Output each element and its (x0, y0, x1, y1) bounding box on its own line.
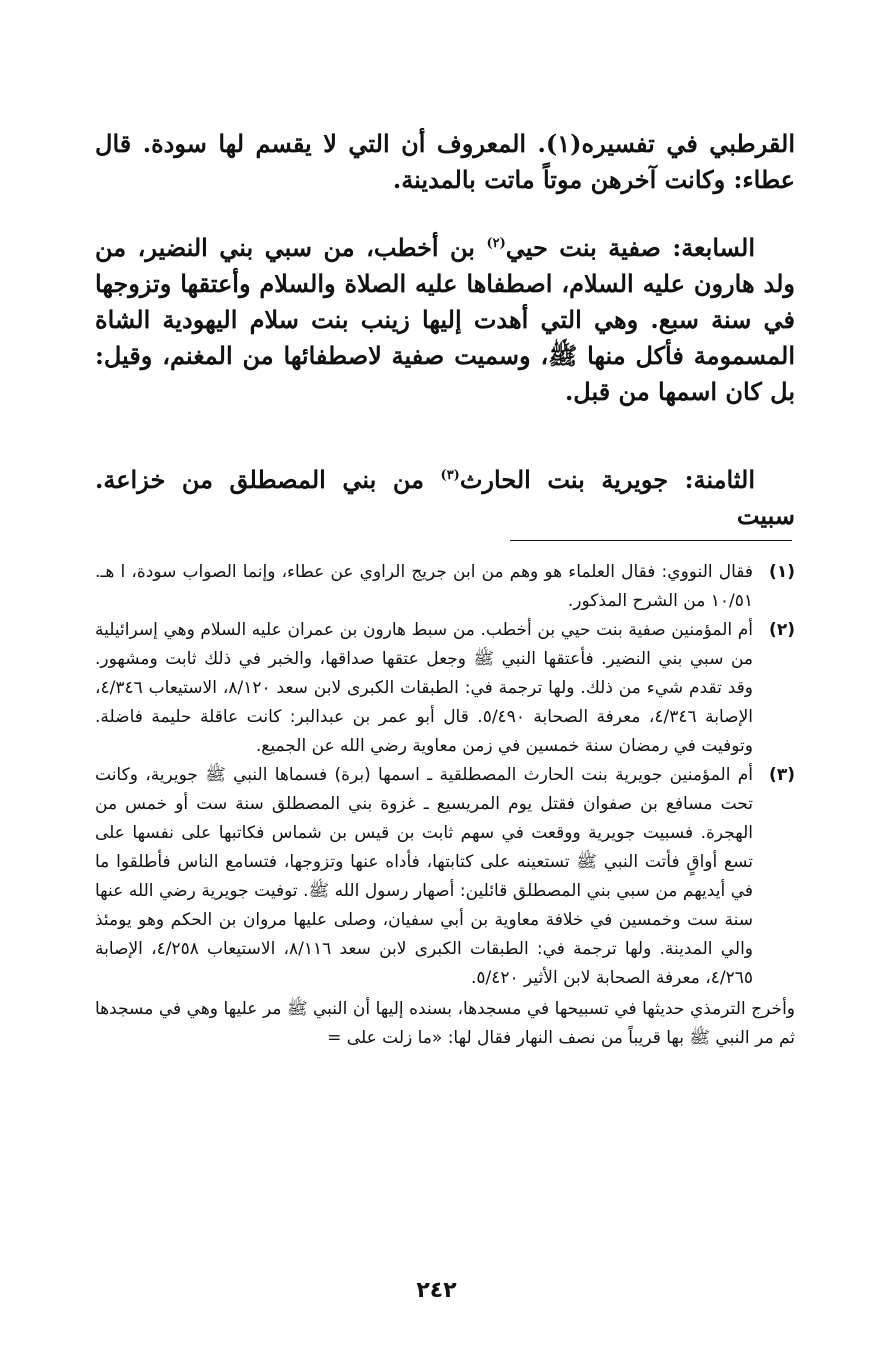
footnote-2 (95, 616, 795, 761)
paragraph-intro-text: القرطبي في تفسيره(١). المعروف أن التي لا يقسم لها سودة. قال عطاء: وكانت آخرهن موتاً ماتت بالمدينة. (95, 129, 795, 194)
footnote-continuation: وأخرج الترمذي حديثها في تسبيحها في مسجدها، بسنده إليها أن النبي ﷺ مر عليها وهي في مسجدها ثم مر النبي ﷺ بها قريباً من نصف النهار فقال لها: «ما زلت على = (95, 999, 795, 1048)
footnote-3 (95, 761, 795, 993)
paragraph-intro (95, 126, 795, 198)
paragraph-seventh-wife (95, 230, 795, 410)
eighth-body: من بني المصطلق من خزاعة. سبيت (95, 465, 795, 530)
footnote-number: (٣) (769, 765, 795, 785)
footnote-ref-2[interactable]: (٢) (486, 236, 506, 251)
footnotes-section (95, 558, 795, 1053)
footnote-text: فقال النووي: فقال العلماء هو وهم من ابن جريج الراوي عن عطاء، وإنما الصواب سودة، ا هـ. ١٠/٥١ من الشرح المذكور. (95, 562, 753, 611)
eighth-name: جويرية بنت الحارث (459, 465, 685, 494)
paragraph-eighth-wife (95, 462, 795, 534)
seventh-label: السابعة: (672, 233, 756, 262)
footnote-number: (١) (769, 562, 795, 582)
seventh-name: صفية بنت حيي (505, 233, 673, 262)
footnote-text: أم المؤمنين صفية بنت حيي بن أخطب. من سبط هارون بن عمران عليه السلام وهي إسرائيلية من سبي بني النضير. فأعتقها النبي ﷺ وجعل عتقها صداقها، والخبر في ذلك ثابت ومشهور. وقد تقدم شيء من ذلك. ولها ترجمة في: الطبقات الكبرى لابن سعد ٨/١٢٠، الاستيعاب ٤/٣٤٦، الإصابة ٤/٣٤٦، معرفة الصحابة ٥/٤٩٠. قال أبو عمر بن عبدالبر: كانت عاقلة حليمة فاضلة. وتوفيت في رمضان سنة خمسين في زمن معاوية رضي الله عن الجميع. (95, 620, 753, 756)
seventh-body: بن أخطب، من سبي بني النضير، من ولد هارون عليه السلام، اصطفاها عليه الصلاة والسلام وأعتقها وتزوجها في سنة سبع. وهي التي أهدت إليها زينب بنت سلام اليهودية الشاة المسمومة فأكل منها ﷺ، وسميت صفية لاصطفائها من المغنم، وقيل: بل كان اسمها من قبل. (95, 233, 795, 406)
footnote-ref-3[interactable]: (٣) (440, 468, 460, 483)
footnote-separator (510, 540, 792, 541)
footnote-1 (95, 558, 795, 616)
footnote-text: أم المؤمنين جويرية بنت الحارث المصطلقية ـ اسمها (برة) فسماها النبي ﷺ جويرية، وكانت تحت مسافع بن صفوان فقتل يوم المريسيع ـ غزوة بني المصطلق سنة ست أو خمس من الهجرة. فسبيت جويرية ووقعت في سهم ثابت بن قيس بن شماس فكاتبها على نفسها على تسع أواقٍ فأتت النبي ﷺ تستعينه على كتابتها، فأداه عنها وتزوجها، فتسامع الناس فأطلقوا ما في أيديهم من سبي بني المصطلق قائلين: أصهار رسول الله ﷺ. توفيت جويرية رضي الله عنها سنة ست وخمسين في خلافة معاوية بن أبي سفيان، وصلى عليها مروان بن الحكم وهو يومئذ والي المدينة. ولها ترجمة في: الطبقات الكبرى لابن سعد ٨/١١٦، الاستيعاب ٤/٢٥٨، الإصابة ٤/٢٦٥، معرفة الصحابة لابن الأثير ٥/٤٢٠. (95, 765, 754, 988)
eighth-label: الثامنة: (684, 465, 755, 494)
footnote-number: (٢) (769, 620, 795, 640)
page-number: ٢٤٢ (416, 1278, 457, 1303)
